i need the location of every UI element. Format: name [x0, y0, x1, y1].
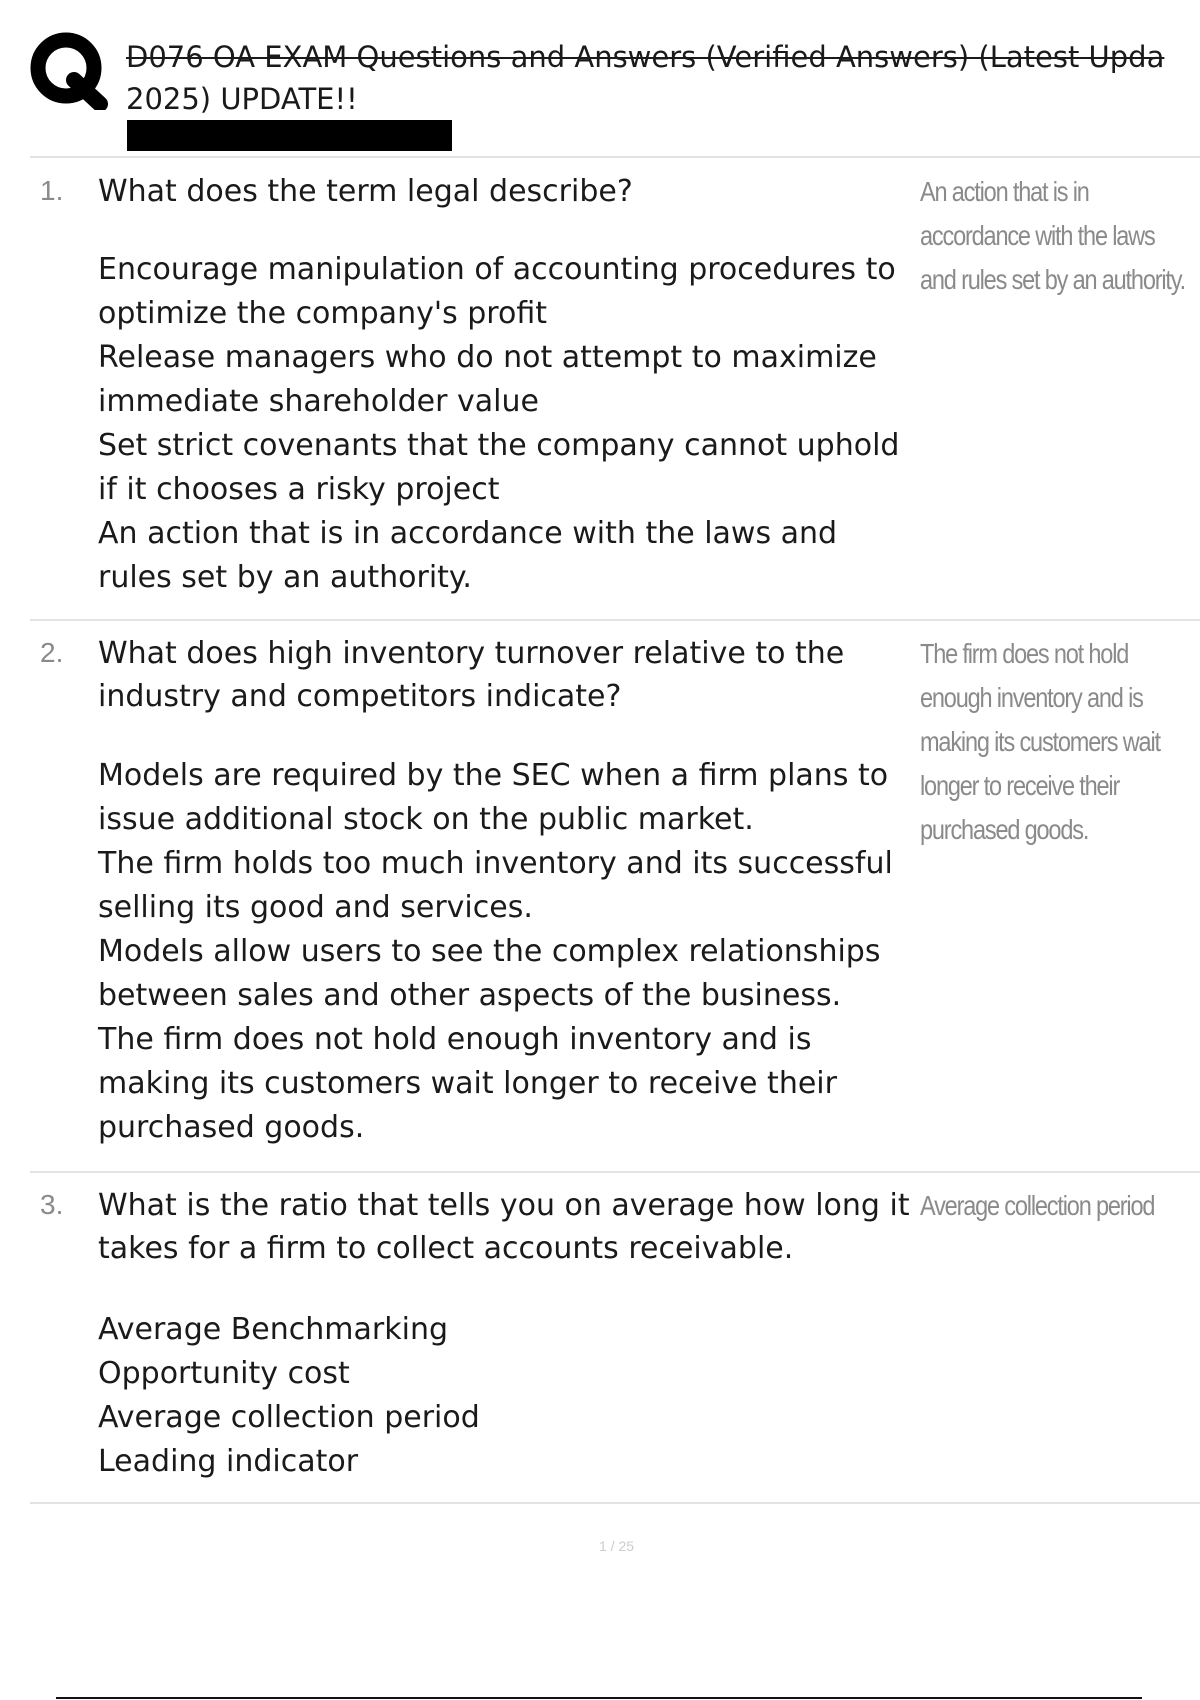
divider [30, 619, 1200, 621]
redaction-bar [127, 120, 452, 151]
correct-answer: Average collection period [920, 1190, 1155, 1221]
option: The firm holds too much inventory and its successful selling its good and services. [98, 846, 893, 925]
question-number: 2. [40, 637, 64, 668]
answer-options [98, 248, 913, 600]
correct-answer: The firm does not hold enough inventory and is making its customers wait longer to receive their purchased goods. [920, 638, 1160, 845]
option: Average collection period [98, 1400, 480, 1435]
option: Models are required by the SEC when a firm plans to issue additional stock on the public market. [98, 758, 889, 837]
option: Models allow users to see the complex relationships between sales and other aspects of the business. [98, 934, 881, 1013]
option: Encourage manipulation of accounting procedures to optimize the company's profit [98, 252, 896, 331]
question-text: What does high inventory turnover relative to the industry and competitors indicate? [98, 636, 845, 714]
question-text: What is the ratio that tells you on average how long it takes for a firm to collect accounts receivable. [98, 1188, 910, 1266]
brand-logo-icon [30, 32, 108, 110]
option: The firm does not hold enough inventory and is making its customers wait longer to receive their purchased goods. [98, 1022, 837, 1145]
document-title-line-2: 2025) UPDATE!! [126, 82, 358, 116]
option: An action that is in accordance with the laws and rules set by an authority. [98, 516, 838, 595]
document-title [126, 36, 1200, 120]
option: Set strict covenants that the company cannot uphold if it chooses a risky project [98, 428, 900, 507]
page-number: 1 / 25 [598, 1538, 635, 1554]
option: Opportunity cost [98, 1356, 350, 1391]
document-title-line-1: D076 OA EXAM Questions and Answers (Verified Answers) (Latest Upda [126, 40, 1165, 74]
question-number: 1. [40, 175, 64, 206]
answer-options [98, 1308, 913, 1484]
divider [30, 1171, 1200, 1173]
option: Average Benchmarking [98, 1312, 448, 1347]
divider [30, 156, 1200, 158]
divider [30, 1502, 1200, 1504]
question-number: 3. [40, 1189, 64, 1220]
option: Release managers who do not attempt to maximize immediate shareholder value [98, 340, 877, 419]
answer-options [98, 754, 913, 1150]
correct-answer: An action that is in accordance with the laws and rules set by an authority. [920, 176, 1185, 295]
footer-rule [56, 1697, 1142, 1699]
option: Leading indicator [98, 1444, 359, 1479]
question-text: What does the term legal describe? [98, 174, 633, 209]
